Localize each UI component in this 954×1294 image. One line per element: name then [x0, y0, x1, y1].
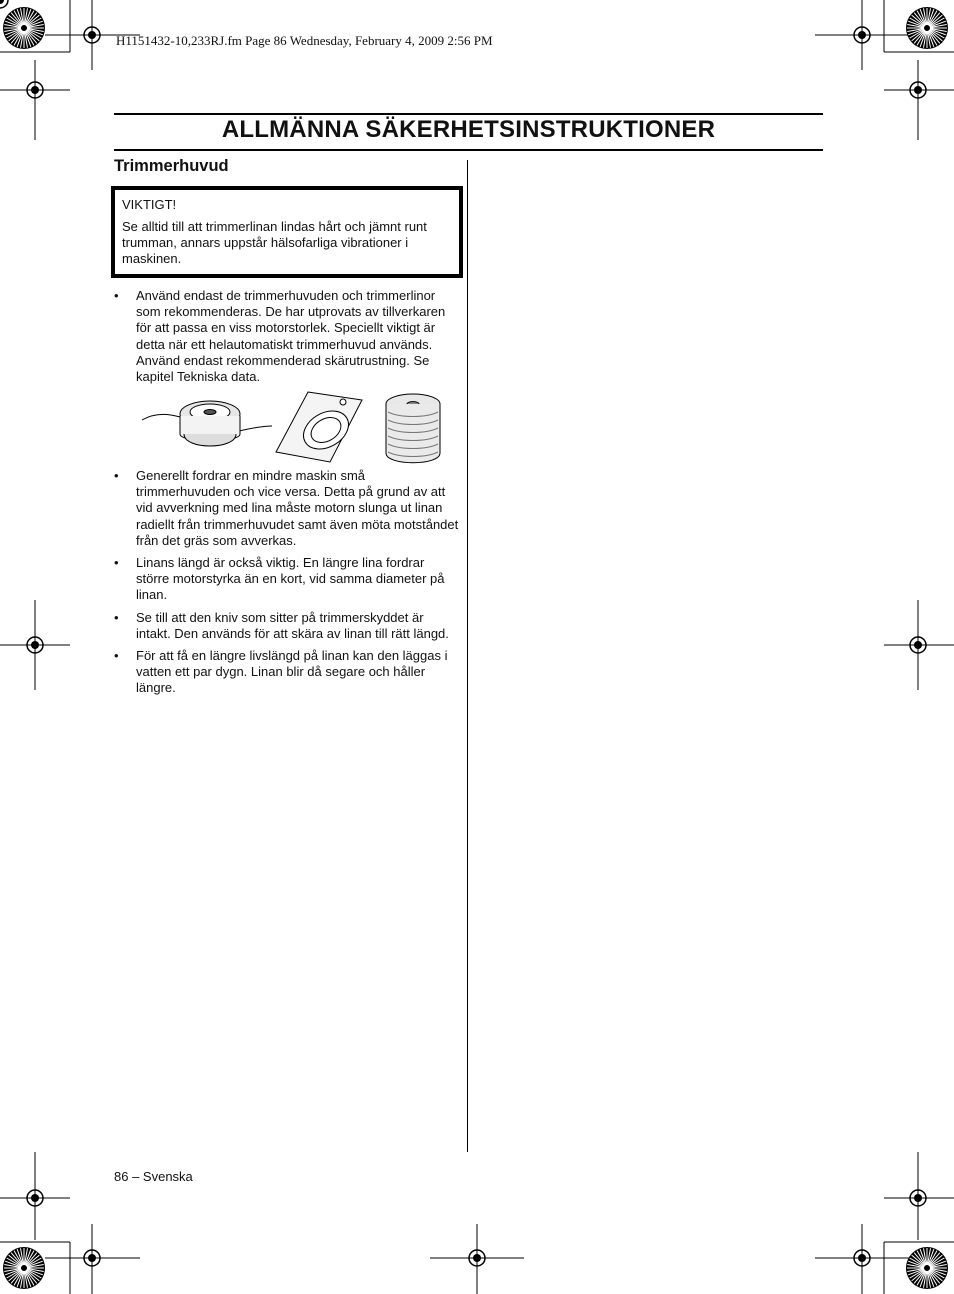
- line-spool-icon: [386, 394, 440, 463]
- notice-label: VIKTIGT!: [122, 197, 177, 212]
- file-info: H1151432-10,233RJ.fm Page 86 Wednesday, February 4, 2009 2:56 PM: [116, 33, 493, 48]
- list-item: • För att få en längre livslängd på linan kan den läggas i vatten ett par dygn. Linan blir då segare och håller längre.: [114, 648, 448, 696]
- section-heading: Trimmerhuvud: [114, 157, 229, 175]
- notice-text: Se alltid till att trimmerlinan lindas hårt och jämnt runt trumman, annars uppstår hälsofarliga vibrationer i maskinen.: [122, 219, 427, 266]
- trimmer-parts-illustration: [140, 388, 470, 468]
- list-item: • Använd endast de trimmerhuvuden och trimmerlinor som rekommenderas. De har utprovats av tillverkaren för att passa en viss motorstorlek. Speciellt viktigt är detta när ett helautomatiskt trimmerhuvud används. Använd endast rekommenderad skärutrustning. Se kapitel Tekniska data.: [114, 288, 446, 385]
- bullet-symbol: •: [114, 648, 119, 664]
- bullet-symbol: •: [114, 288, 119, 303]
- line-package-icon: [276, 392, 362, 462]
- list-item: • Linans längd är också viktig. En längre lina fordrar större motorstyrka än en kort, vid samma diameter på linan.: [114, 555, 445, 603]
- bullet-list-bottom: [114, 468, 460, 703]
- list-item: • Se till att den kniv som sitter på trimmerskyddet är intakt. Den används för att skära av linan till rätt längd.: [114, 609, 449, 641]
- trimmer-head-icon: [142, 401, 272, 446]
- page-title: ALLMÄNNA SÄKERHETSINSTRUKTIONER: [221, 116, 716, 143]
- bullet-symbol: •: [114, 609, 119, 625]
- bullet-symbol: •: [114, 555, 119, 571]
- bullet-list-top: [114, 288, 460, 391]
- bullet-symbol: •: [114, 468, 119, 483]
- column-divider: [467, 160, 468, 1152]
- page-footer: 86 – Svenska: [114, 1169, 193, 1184]
- notice-box: [111, 186, 463, 278]
- list-item: • Generellt fordrar en mindre maskin små trimmerhuvuden och vice versa. Detta på grund av att vid avverkning med lina måste motorn slunga ut linan radiellt från trimmerhuvudet samt även möta motståndet från det gräs som avverkas.: [114, 468, 459, 548]
- title-rule-bottom: [114, 149, 823, 151]
- title-rule-top: [114, 113, 823, 115]
